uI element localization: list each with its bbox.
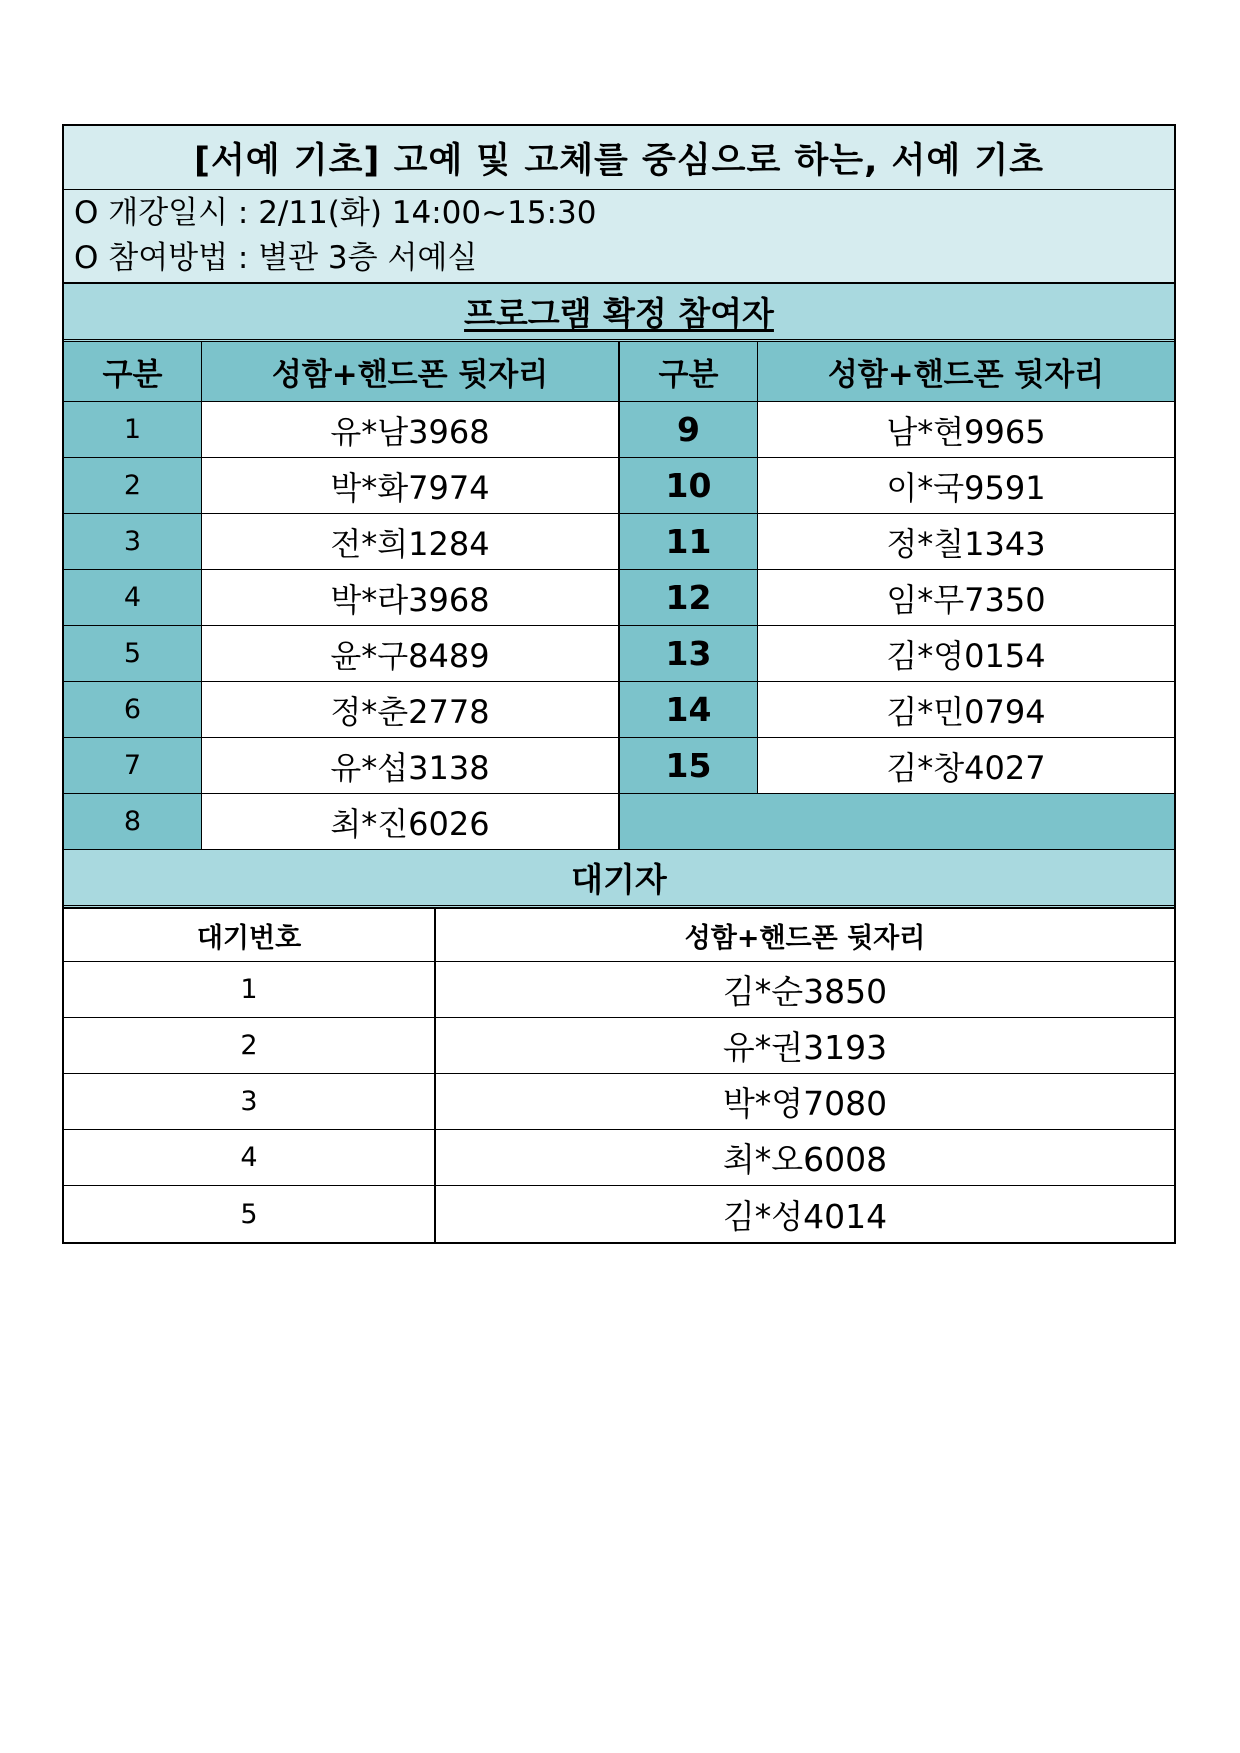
participant-name: 이*국9591 xyxy=(758,458,1174,513)
participant-name: 박*라3968 xyxy=(202,570,620,625)
table-row xyxy=(64,1130,1174,1186)
waiting-name: 유*권3193 xyxy=(722,1028,888,1067)
document-title: [서예 기초] 고예 및 고체를 중심으로 하는, 서예 기초 xyxy=(64,126,1174,190)
participant-name: 박*화7974 xyxy=(202,458,620,513)
table-row xyxy=(64,682,1174,738)
table-row xyxy=(64,514,1174,570)
table-row xyxy=(64,1074,1174,1130)
waiting-name: 최*오6008 xyxy=(722,1140,888,1179)
participant-name: 김*영0154 xyxy=(758,626,1174,681)
row-index: 9 xyxy=(620,402,758,457)
table-row xyxy=(64,962,1174,1018)
waiting-name: 김*순3850 xyxy=(722,972,888,1011)
row-index: 4 xyxy=(64,570,202,625)
row-index: 15 xyxy=(620,738,758,793)
table-row xyxy=(64,794,1174,850)
row-index: 5 xyxy=(64,626,202,681)
row-index: 8 xyxy=(64,794,202,849)
table-row xyxy=(64,402,1174,458)
participant-name: 김*창4027 xyxy=(758,738,1174,793)
waiting-heading xyxy=(64,850,1174,908)
col-header-waiting-number: 대기번호 xyxy=(64,909,436,961)
confirmed-heading-text: 프로그램 확정 참여자 xyxy=(464,294,774,333)
row-index: 11 xyxy=(620,514,758,569)
col-header-name-left: 성함+핸드폰 뒷자리 xyxy=(202,342,620,401)
waiting-name: 김*성4014 xyxy=(722,1196,888,1236)
waiting-number: 3 xyxy=(64,1074,436,1129)
col-header-name-right: 성함+핸드폰 뒷자리 xyxy=(758,342,1174,401)
table-row xyxy=(64,1018,1174,1074)
waiting-number: 1 xyxy=(64,962,436,1017)
participant-name: 최*진6026 xyxy=(202,794,620,849)
participant-name: 유*섭3138 xyxy=(202,738,620,793)
row-index: 14 xyxy=(620,682,758,737)
program-info xyxy=(64,190,1174,284)
confirmed-heading xyxy=(64,284,1174,342)
table-row xyxy=(64,626,1174,682)
row-index: 13 xyxy=(620,626,758,681)
row-index: 6 xyxy=(64,682,202,737)
col-header-index-right: 구분 xyxy=(620,342,758,401)
row-index: 7 xyxy=(64,738,202,793)
participant-name: 정*춘2778 xyxy=(202,682,620,737)
participant-name: 전*희1284 xyxy=(202,514,620,569)
participant-name: 정*칠1343 xyxy=(758,514,1174,569)
waiting-heading-text: 대기자 xyxy=(571,860,667,899)
participant-name: 김*민0794 xyxy=(758,682,1174,737)
participant-name: 유*남3968 xyxy=(202,402,620,457)
schedule-line: O 개강일시 : 2/11(화) 14:00~15:30 xyxy=(74,195,597,231)
table-row xyxy=(64,738,1174,794)
participant-name: 임*무7350 xyxy=(758,570,1174,625)
location-line: O 참여방법 : 별관 3층 서예실 xyxy=(74,240,478,276)
roster-sheet xyxy=(62,124,1176,1244)
row-index: 2 xyxy=(64,458,202,513)
waiting-number: 5 xyxy=(64,1186,436,1242)
participant-name: 윤*구8489 xyxy=(202,626,620,681)
waiting-header-row xyxy=(64,908,1174,962)
table-row xyxy=(64,570,1174,626)
table-row xyxy=(64,1186,1174,1242)
participant-name: 남*현9965 xyxy=(758,402,1174,457)
row-index: 3 xyxy=(64,514,202,569)
row-index: 1 xyxy=(64,402,202,457)
waiting-name: 박*영7080 xyxy=(722,1084,888,1123)
col-header-waiting-name: 성함+핸드폰 뒷자리 xyxy=(684,922,926,954)
row-index: 12 xyxy=(620,570,758,625)
confirmed-header-row xyxy=(64,342,1174,402)
row-index: 10 xyxy=(620,458,758,513)
waiting-number: 2 xyxy=(64,1018,436,1073)
table-row xyxy=(64,458,1174,514)
col-header-index-left: 구분 xyxy=(64,342,202,401)
empty-cell xyxy=(620,794,1174,849)
waiting-number: 4 xyxy=(64,1130,436,1185)
